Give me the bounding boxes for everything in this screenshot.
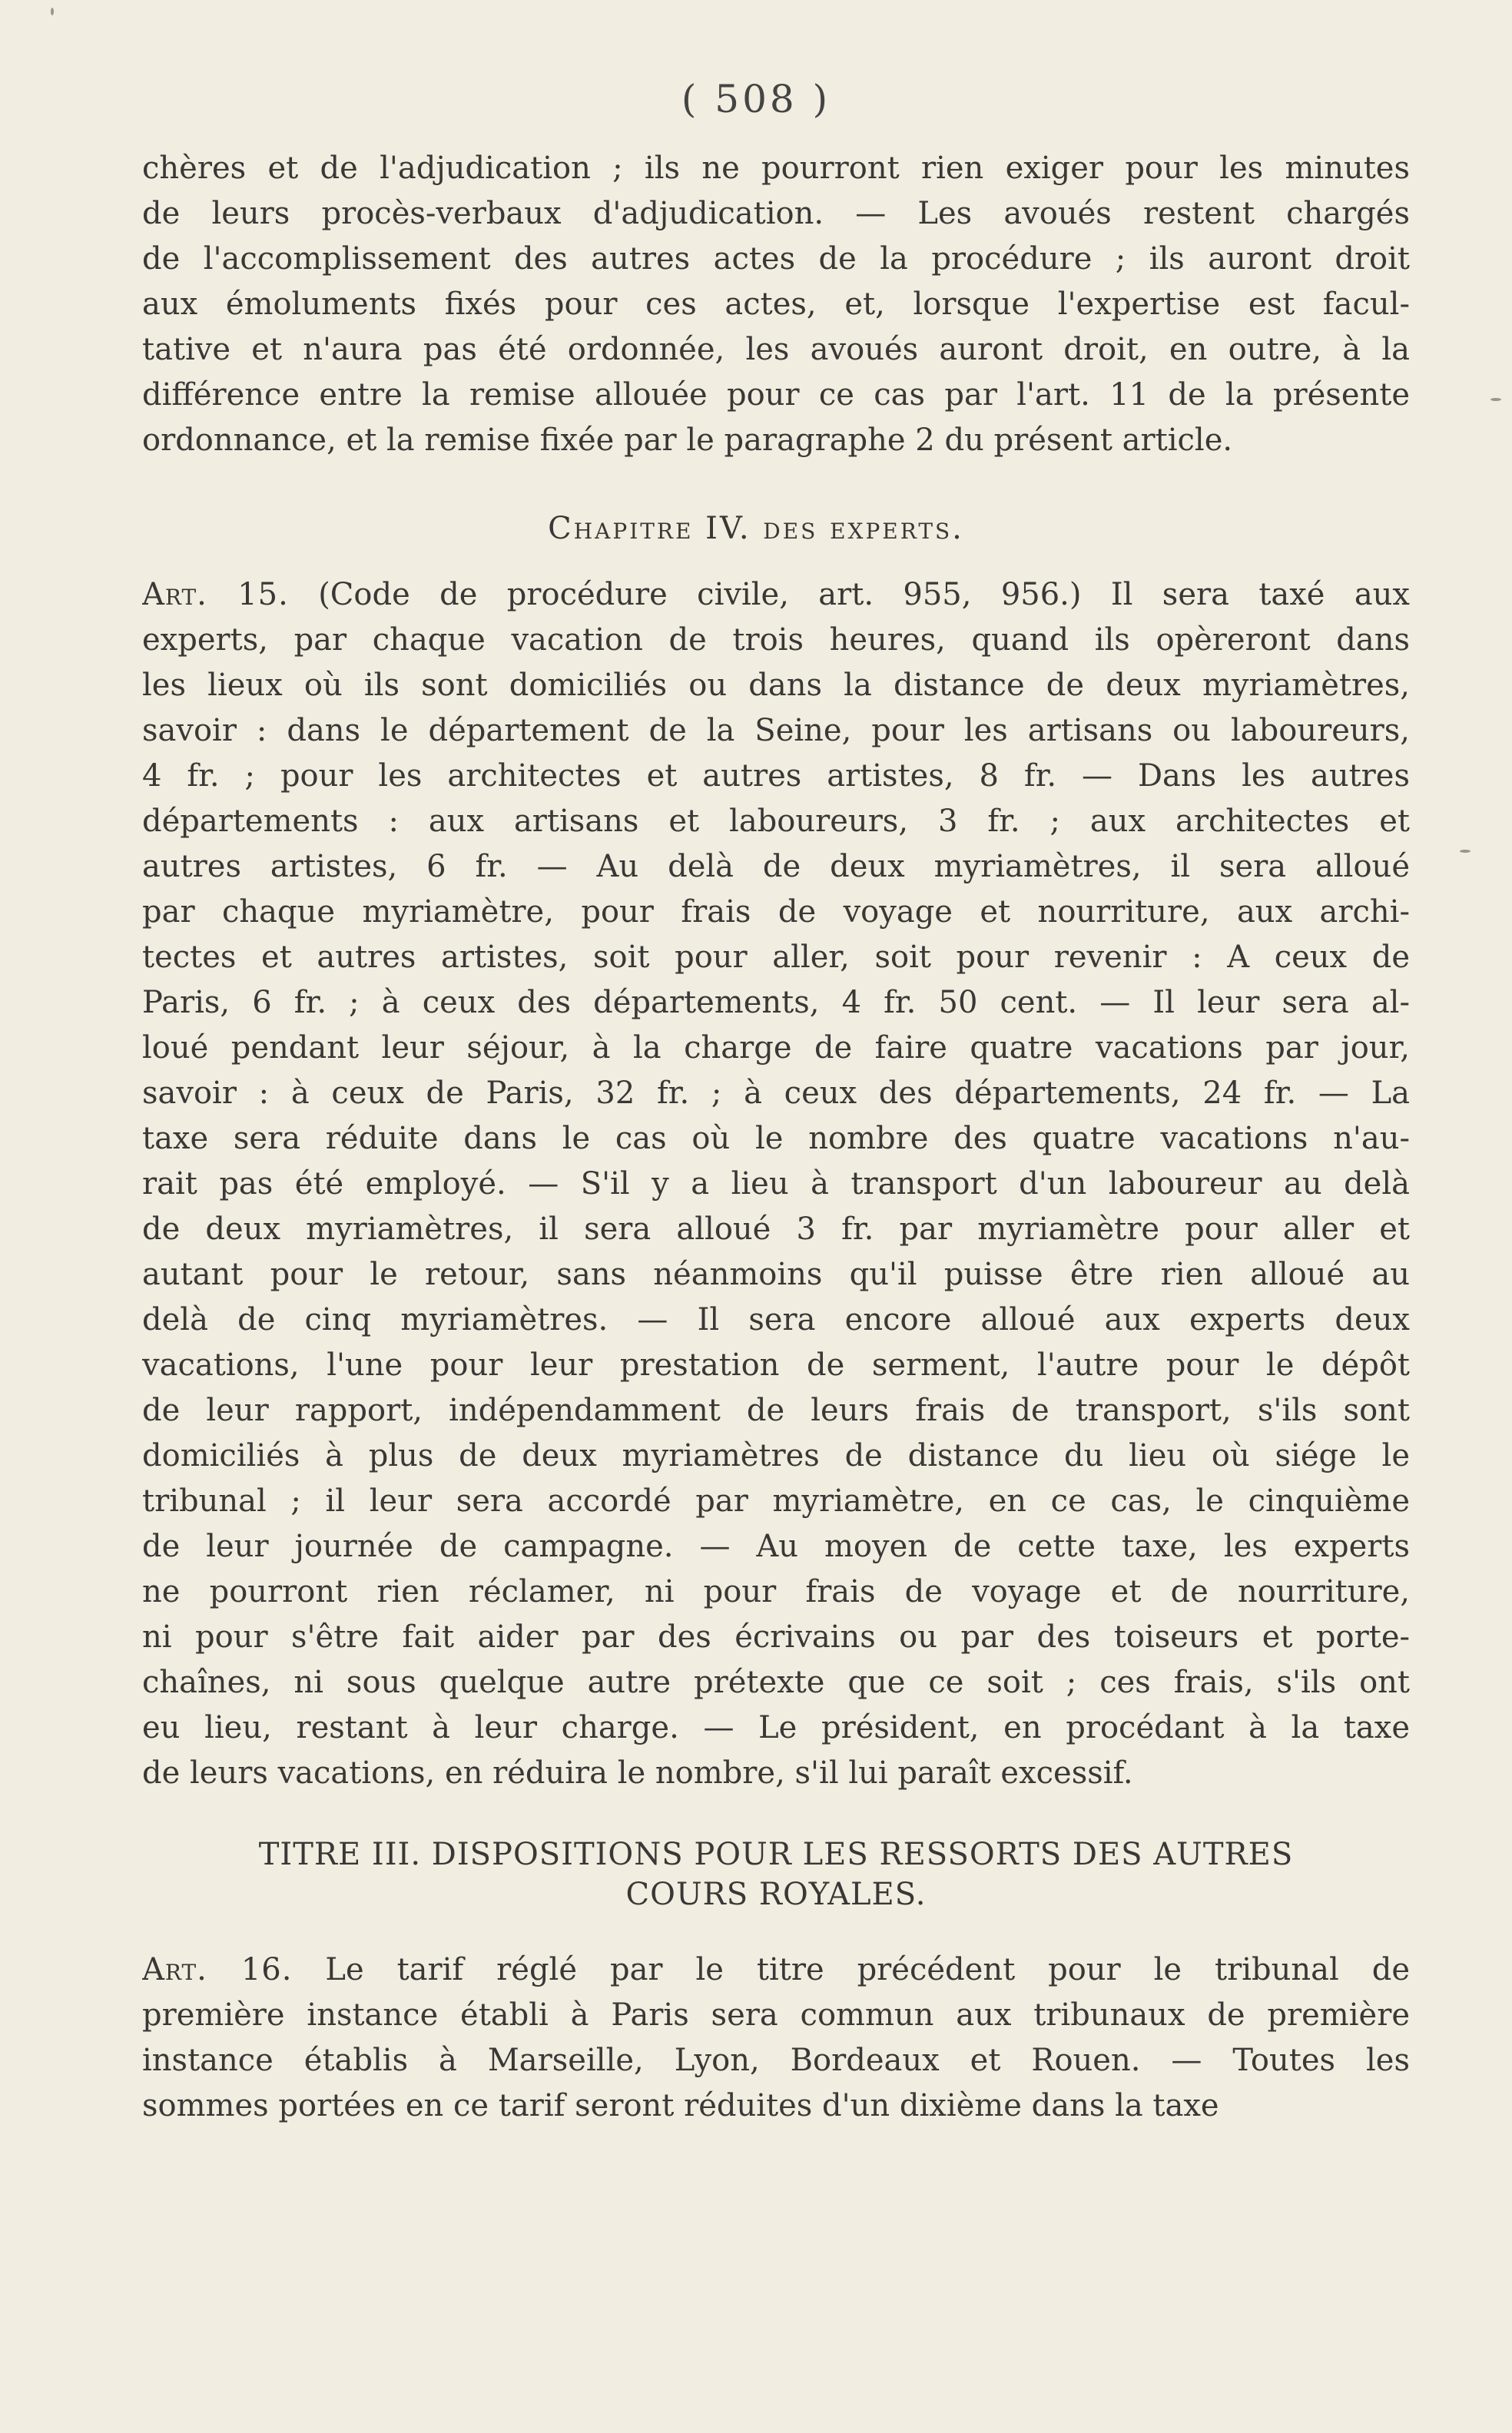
text-line: taxe sera réduite dans le cas où le nombre des quatre vacations n'au- (142, 1121, 1410, 1156)
text-line: autres artistes, 6 fr. — Au delà de deux myriamètres, il sera alloué (142, 849, 1410, 884)
chapter-heading (0, 511, 1512, 546)
page-number: ( 508 ) (681, 77, 831, 121)
text-line: tative et n'aura pas été ordonnée, les avoués auront droit, en outre, à la (142, 332, 1410, 367)
title-heading-line-1: TITRE III. DISPOSITIONS POUR LES RESSORTS DES AUTRES (258, 1837, 1294, 1872)
text-line: eu lieu, restant à leur charge. — Le président, en procédant à la taxe (142, 1710, 1410, 1745)
text-line: 4 fr. ; pour les architectes et autres artistes, 8 fr. — Dans les autres (142, 758, 1410, 794)
chapter-heading-text: Chapitre IV. des experts. (548, 511, 964, 546)
text-line: de l'accomplissement des autres actes de la procédure ; ils auront droit (142, 241, 1410, 277)
text-line: rait pas été employé. — S'il y a lieu à transport d'un laboureur au delà (142, 1166, 1410, 1202)
title-heading (142, 1835, 1410, 1914)
article-16-paragraph (142, 1947, 1410, 2129)
text-line: ordonnance, et la remise fixée par le paragraphe 2 du présent article. (142, 423, 1233, 458)
title-heading-line-2: COURS ROYALES. (625, 1877, 927, 1912)
text-line: Paris, 6 fr. ; à ceux des départements, 4 fr. 50 cent. — Il leur sera al- (142, 985, 1410, 1020)
text-line: de leurs procès-verbaux d'adjudication. — Les avoués restent chargés (142, 196, 1410, 231)
text-line: de leur journée de campagne. — Au moyen de cette taxe, les experts (142, 1529, 1410, 1564)
text-line: autant pour le retour, sans néanmoins qu'il puisse être rien alloué au (142, 1257, 1410, 1292)
text-line: les lieux où ils sont domiciliés ou dans la distance de deux myriamètres, (142, 668, 1410, 703)
text-line: par chaque myriamètre, pour frais de voyage et nourriture, aux archi- (142, 894, 1410, 930)
text-line: ni pour s'être fait aider par des écrivains ou par des toiseurs et porte- (142, 1619, 1410, 1655)
text-line: tectes et autres artistes, soit pour aller, soit pour revenir : A ceux de (142, 940, 1410, 975)
text-line: différence entre la remise allouée pour ce cas par l'art. 11 de la présente (142, 377, 1410, 413)
scan-speck (51, 8, 54, 15)
text-line: chères et de l'adjudication ; ils ne pourront rien exiger pour les minutes (142, 151, 1410, 186)
text-line: départements : aux artisans et laboureurs, 3 fr. ; aux architectes et (142, 804, 1410, 839)
article-15-paragraph (142, 572, 1410, 1796)
article-label: Art. 16. (142, 1952, 293, 1987)
text-line: de leur rapport, indépendamment de leurs frais de transport, s'ils sont (142, 1393, 1410, 1428)
text-line: vacations, l'une pour leur prestation de serment, l'autre pour le dépôt (142, 1347, 1410, 1383)
text-line: loué pendant leur séjour, à la charge de faire quatre vacations par jour, (142, 1030, 1410, 1066)
text-line: savoir : à ceux de Paris, 32 fr. ; à ceux des départements, 24 fr. — La (142, 1076, 1410, 1111)
text-line: de leurs vacations, en réduira le nombre, s'il lui paraît excessif. (142, 1755, 1133, 1791)
text-line: instance établis à Marseille, Lyon, Bordeaux et Rouen. — Toutes les (142, 2043, 1410, 2078)
text-line: Art. 15. (Code de procédure civile, art. 955, 956.) Il sera taxé aux (142, 577, 1410, 612)
scan-speck (1490, 398, 1501, 401)
text-line: première instance établi à Paris sera commun aux tribunaux de première (142, 1997, 1410, 2033)
text-line: Art. 16. Le tarif réglé par le titre précédent pour le tribunal de (142, 1952, 1410, 1987)
text-line: de deux myriamètres, il sera alloué 3 fr. par myriamètre pour aller et (142, 1212, 1410, 1247)
text-line: ne pourront rien réclamer, ni pour frais de voyage et de nourriture, (142, 1574, 1410, 1609)
article-label: Art. 15. (142, 577, 289, 612)
intro-paragraph (142, 146, 1410, 463)
text-line: domiciliés à plus de deux myriamètres de distance du lieu où siége le (142, 1438, 1410, 1473)
text-line: delà de cinq myriamètres. — Il sera encore alloué aux experts deux (142, 1302, 1410, 1337)
text-line: savoir : dans le département de la Seine, pour les artisans ou laboureurs, (142, 713, 1410, 748)
scan-speck (1460, 850, 1471, 853)
text-line: chaînes, ni sous quelque autre prétexte que ce soit ; ces frais, s'ils ont (142, 1665, 1410, 1700)
text-line: tribunal ; il leur sera accordé par myriamètre, en ce cas, le cinquième (142, 1483, 1410, 1519)
text-line: aux émoluments fixés pour ces actes, et, lorsque l'expertise est facul- (142, 287, 1410, 322)
text-line: experts, par chaque vacation de trois heures, quand ils opèreront dans (142, 622, 1410, 658)
text-line: sommes portées en ce tarif seront réduites d'un dixième dans la taxe (142, 2088, 1219, 2123)
